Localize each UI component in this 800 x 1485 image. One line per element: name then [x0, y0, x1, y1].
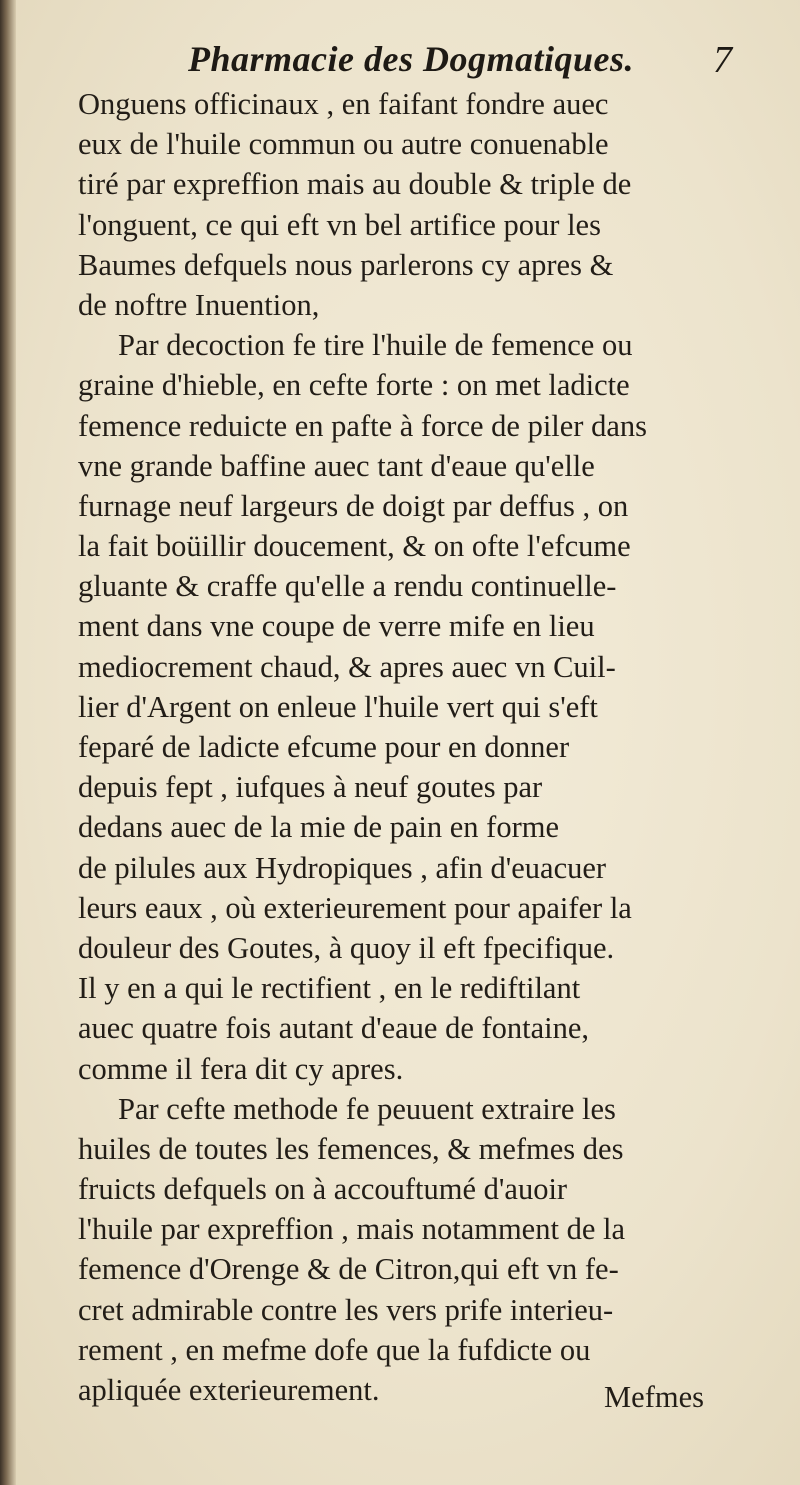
text-line: dedans auec de la mie de pain en forme	[78, 810, 560, 845]
text-line: eux de l'huile commun ou autre conuenable	[78, 127, 609, 162]
text-line: vne grande baffine auec tant d'eaue qu'elle	[78, 448, 595, 483]
text-line: ment dans vne coupe de verre mife en lieu	[78, 609, 595, 644]
text-line: auec quatre fois autant d'eaue de fontaine,	[78, 1011, 590, 1046]
paragraph-3	[78, 1089, 718, 1411]
text-line: la fait boüillir doucement, & on ofte l'efcume	[78, 529, 631, 564]
text-line: mediocrement chaud, & apres auec vn Cuil-	[78, 649, 616, 684]
paragraph-1	[78, 84, 718, 325]
text-line: Il y en a qui le rectifient , en le rediftilant	[78, 971, 581, 1006]
text-line: de pilules aux Hydropiques , afin d'euacuer	[78, 850, 607, 885]
text-line: comme il fera dit cy apres.	[78, 1051, 404, 1086]
text-line: Baumes defquels nous parlerons cy apres &	[78, 247, 614, 282]
text-line: Par decoction fe tire l'huile de femence ou	[118, 328, 633, 363]
running-title: Pharmacie des Dogmatiques.	[188, 39, 634, 79]
text-line: apliquée exterieurement.	[78, 1373, 380, 1407]
page-number: 7	[713, 39, 732, 81]
text-line: femence d'Orenge & de Citron,qui eft vn fe-	[78, 1252, 619, 1287]
catchword: Mefmes	[604, 1380, 704, 1414]
body-text	[78, 84, 718, 1410]
text-line: l'huile par expreffion , mais notamment de la	[78, 1212, 625, 1247]
text-line: douleur des Goutes, à quoy il eft fpecifique.	[78, 930, 615, 965]
text-line: tiré par expreffion mais au double & triple de	[78, 167, 632, 202]
text-line: l'onguent, ce qui eft vn bel artifice pour les	[78, 207, 601, 242]
text-line: gluante & craffe qu'elle a rendu continuelle-	[78, 569, 617, 604]
text-line: rement , en mefme dofe que la fufdicte ou	[78, 1332, 591, 1367]
text-line: cret admirable contre les vers prife interieu-	[78, 1292, 614, 1327]
text-line: furnage neuf largeurs de doigt par deffus , on	[78, 488, 629, 523]
text-line: de noftre Inuention,	[78, 287, 320, 322]
text-line: depuis fept , iufques à neuf goutes par	[78, 770, 543, 805]
text-line: feparé de ladicte efcume pour en donner	[78, 730, 570, 764]
book-gutter	[0, 0, 16, 1485]
paragraph-2	[78, 325, 718, 1089]
text-line: Onguens officinaux , en faifant fondre auec	[78, 87, 609, 121]
text-line: Par cefte methode fe peuuent extraire les	[118, 1091, 616, 1126]
text-line: femence reduicte en pafte à force de piler dans	[78, 408, 648, 443]
text-line: lier d'Argent on enleue l'huile vert qui s'eft	[78, 689, 598, 724]
text-line: graine d'hieble, en cefte forte : on met ladicte	[78, 368, 630, 403]
text-line: leurs eaux , où exterieurement pour apaifer la	[78, 890, 632, 925]
text-line: huiles de toutes les femences, & mefmes des	[78, 1131, 624, 1166]
text-line: fruicts defquels on à accouftumé d'auoir	[78, 1172, 568, 1207]
